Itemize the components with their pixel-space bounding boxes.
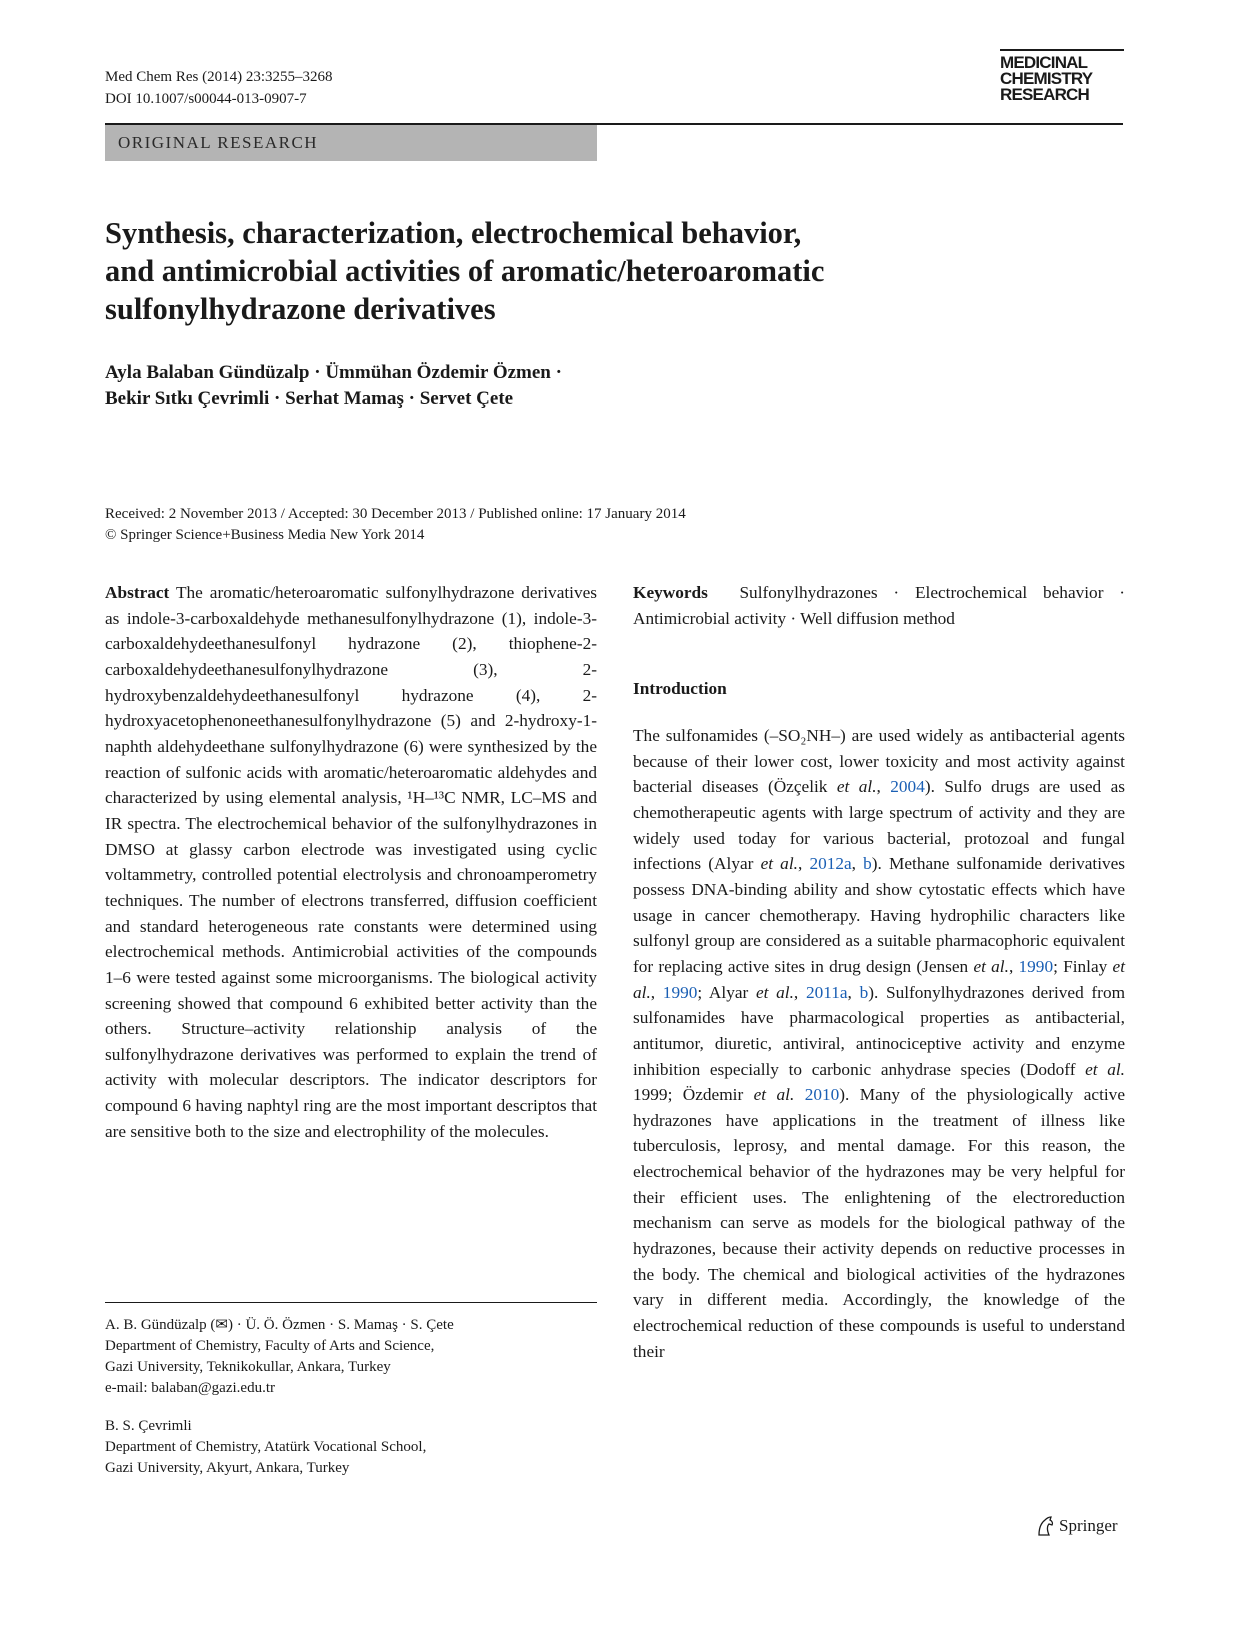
intro-text: The sulfonamides (–SO₂NH–) are used widely as antibacterial agents because of their lower cost, lower toxicity and most activity against bacterial diseases (Özçelik — [633, 725, 1125, 797]
affiliation-2 — [105, 1416, 597, 1479]
introduction-heading: Introduction — [633, 679, 727, 699]
intro-text: ). Methane sulfonamide derivatives possess DNA-binding ability and show cytostatic effects which have usage in cancer chemotherapy. Having hydrophilic characters like sulfonyl group are considered as a suitable pharmacophoric equivalent for replacing active sites in drug design (Jensen — [633, 854, 1126, 976]
intro-text: , — [851, 854, 864, 874]
abstract-label: Abstract — [105, 583, 170, 602]
logo-line-1: MEDICINAL — [1000, 53, 1088, 72]
intro-text — [794, 1085, 804, 1104]
et-al: et al. — [1085, 1059, 1125, 1079]
affiliation-dept: Department of Chemistry, Atatürk Vocational School, — [105, 1439, 427, 1455]
intro-text: ; Alyar — [697, 982, 756, 1002]
intro-text: , — [650, 982, 663, 1002]
et-al: et al. — [836, 777, 877, 797]
et-al: et al. — [760, 854, 798, 874]
journal-line: Med Chem Res (2014) 23:3255–3268 — [105, 69, 333, 85]
springer-horse-icon — [1035, 1515, 1055, 1537]
intro-text: , — [847, 982, 860, 1002]
affiliation-names: B. S. Çevrimli — [105, 1418, 192, 1434]
authors-line-1: Ayla Balaban Gündüzalp · Ümmühan Özdemir Özmen · — [105, 362, 562, 383]
title-line-3: sulfonylhydrazone derivatives — [105, 292, 496, 326]
section-label: ORIGINAL RESEARCH — [105, 125, 597, 161]
authors — [105, 360, 805, 412]
keywords-label: Keywords — [633, 583, 708, 602]
publisher-footer — [1035, 1515, 1118, 1537]
doi-line: DOI 10.1007/s00044-013-0907-7 — [105, 91, 307, 107]
reference-link[interactable]: 2012a — [809, 854, 852, 874]
intro-text: , — [793, 982, 806, 1002]
intro-text: 1999; Özdemir — [633, 1085, 754, 1105]
article-title — [105, 214, 935, 328]
intro-text: ). Sulfonylhydrazones derived from sulfonamides have pharmacological properties as antibacterial, antitumor, diuretic, antiviral, antinociceptive activity and enzyme inhibition especially to carbonic anhydrase species (Dodoff — [633, 982, 1126, 1079]
affiliation-univ: Gazi University, Akyurt, Ankara, Turkey — [105, 1460, 350, 1476]
logo-bar — [1000, 49, 1124, 51]
intro-text: ). Sulfo drugs are used as chemotherapeutic agents with large spectrum of activity and they are widely used today for various bacterial, protozoal and fungal infections (Alyar — [633, 777, 1126, 874]
logo-line-3: RESEARCH — [1000, 85, 1090, 104]
keywords — [633, 580, 1125, 631]
affiliation-names: A. B. Gündüzalp (✉) · Ü. Ö. Özmen · S. Mamaş · S. Çete — [105, 1317, 454, 1333]
et-al: et al. — [753, 1085, 795, 1105]
history-dates: Received: 2 November 2013 / Accepted: 30 December 2013 / Published online: 17 January 2014 — [105, 506, 686, 522]
affiliation-univ: Gazi University, Teknikokullar, Ankara, Turkey — [105, 1359, 391, 1375]
intro-text: ). Many of the physiologically active hydrazones have applications in the treatment of illness like tuberculosis, leprosy, and mental damage. For this reason, the electrochemical behavior of the hydrazones may be very helpful for their efficient uses. The enlightening of the electroreduction mechanism can serve as models for the biological pathway of the hydrazones, because their activity depends on reductive processes in the body. The chemical and biological activities of the hydrazones vary in different media. Accordingly, the knowledge of the electrochemical reduction of these compounds is useful to understand their — [633, 1085, 1125, 1361]
et-al: et al. — [633, 956, 1126, 1002]
intro-text: ; Finlay — [1053, 956, 1113, 976]
authors-line-2: Bekir Sıtkı Çevrimli · Serhat Mamaş · Servet Çete — [105, 388, 514, 409]
affiliation-1 — [105, 1315, 597, 1399]
reference-link[interactable]: b — [859, 982, 869, 1002]
publisher-name: Springer — [1059, 1516, 1118, 1535]
reference-link[interactable]: b — [863, 854, 872, 874]
keywords-text: Sulfonylhydrazones · Electrochemical behavior · Antimicrobial activity · Well diffusion method — [633, 583, 1125, 628]
et-al: et al. — [755, 982, 794, 1002]
et-al: et al. — [973, 956, 1009, 976]
affiliations — [105, 1315, 597, 1496]
intro-text: , — [1008, 956, 1019, 976]
journal-citation — [105, 66, 332, 110]
right-column — [633, 580, 1125, 1364]
reference-link[interactable]: 2011a — [805, 982, 848, 1002]
reference-link[interactable]: 1990 — [662, 982, 698, 1002]
copyright: © Springer Science+Business Media New York 2014 — [105, 527, 425, 543]
article-history — [105, 504, 1005, 546]
reference-link[interactable]: 2010 — [804, 1085, 840, 1105]
intro-text: , — [876, 777, 891, 797]
abstract — [105, 580, 597, 1144]
intro-text: , — [797, 854, 810, 874]
abstract-text: The aromatic/heteroaromatic sulfonylhydrazone derivatives as indole-3-carboxaldehyde methanesulfonylhydrazone (1), indole-3-carboxaldehydeethanesulfonyl hydrazone (2), thiophene-2-carboxaldehydeethanesulfonylhydrazone (3), 2-hydroxybenzaldehydeethanesulfonyl hydrazone (4), 2-hydroxyacetophenoneethanesulfonylhydrazone (5) and 2-hydroxy-1-naphth aldehydeethane sulfonylhydrazone (6) were synthesized by the reaction of sulfonic acids with aromatic/heteroaromatic aldehydes and characterized by using elemental analysis, ¹H–¹³C NMR, LC–MS and IR spectra. The electrochemical behavior of the sulfonylhydrazones in DMSO at glassy carbon electrode was investigated using cyclic voltammetry, controlled potential electrolysis and chronoamperometry techniques. The number of electrons transferred, diffusion coefficient and standard heterogeneous rate constants were determined using electrochemical methods. Antimicrobial activities of the compounds 1–6 were tested against some microorganisms. The biological activity screening showed that compound 6 exhibited better activity than the others. Structure–activity relationship analysis of the sulfonylhydrazone derivatives was performed to explain the trend of activity with molecular descriptors. The indicator descriptors for compound 6 having naphtyl ring are the most important descriptos that are sensitive both to the size and electrophility of the molecules. — [105, 583, 598, 1141]
reference-link[interactable]: 1990 — [1018, 956, 1054, 976]
logo-line-2: CHEMISTRY — [1000, 69, 1093, 88]
email[interactable]: e-mail: balaban@gazi.edu.tr — [105, 1380, 275, 1396]
title-line-1: Synthesis, characterization, electrochemical behavior, — [105, 216, 802, 250]
affiliation-rule — [105, 1302, 597, 1303]
reference-link[interactable]: 2004 — [890, 777, 925, 797]
journal-logo — [1000, 49, 1124, 103]
title-line-2: and antimicrobial activities of aromatic/heteroaromatic — [105, 254, 825, 288]
affiliation-dept: Department of Chemistry, Faculty of Arts and Science, — [105, 1338, 435, 1354]
introduction-body — [633, 723, 1125, 1364]
